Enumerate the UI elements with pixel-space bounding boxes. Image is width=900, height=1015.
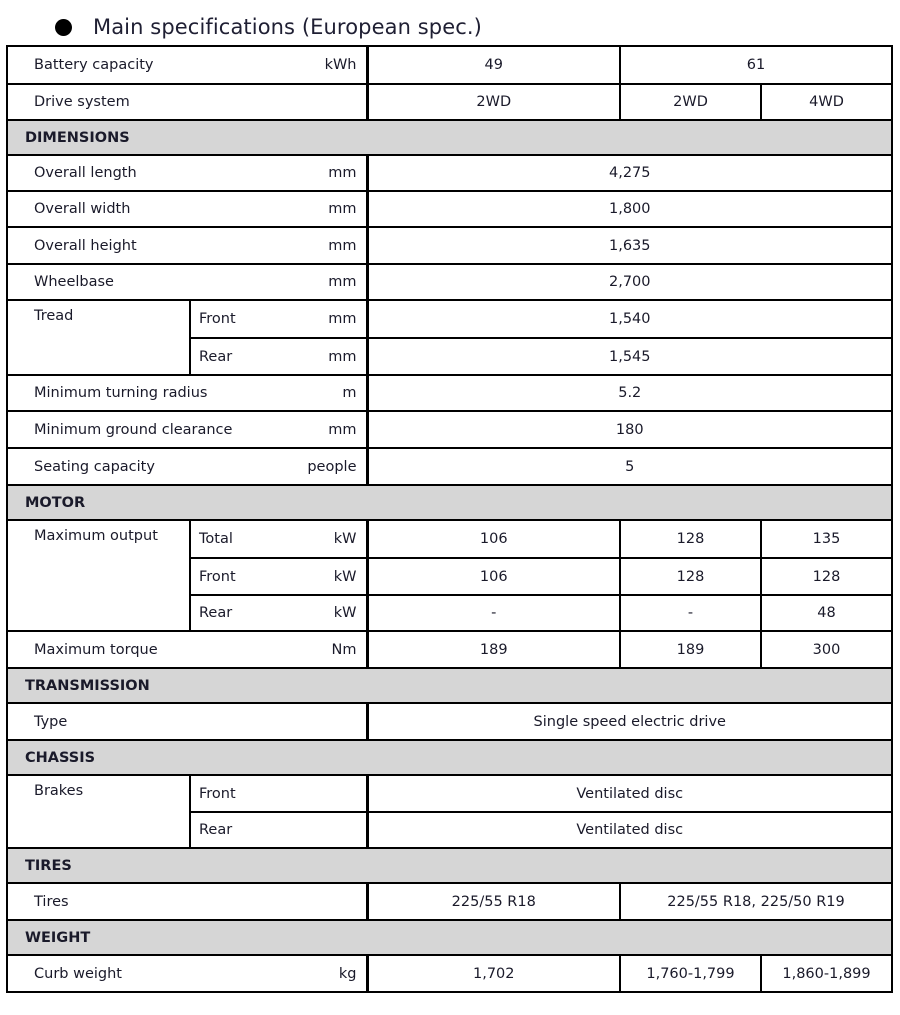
sub-label: Front (190, 775, 367, 812)
spec-table (6, 45, 893, 993)
sub-label: Front (190, 558, 295, 595)
row-label: Overall length (7, 155, 295, 191)
row-unit: mm (295, 338, 367, 375)
table-row (7, 411, 892, 448)
cell-value: 189 (620, 631, 761, 668)
row-label: Tires (7, 883, 367, 920)
cell-value: 180 (367, 411, 892, 448)
table-row (7, 883, 892, 920)
cell-value: 5 (367, 448, 892, 485)
cell-value: 1,702 (367, 955, 620, 992)
section-header (7, 485, 892, 520)
cell-value: 128 (620, 520, 761, 558)
row-label: Overall width (7, 191, 295, 227)
table-row (7, 300, 892, 338)
table-row (7, 264, 892, 300)
table-row (7, 155, 892, 191)
cell-value: 106 (367, 558, 620, 595)
row-unit: mm (295, 227, 367, 264)
row-label: Tread (7, 300, 190, 375)
cell-value: 106 (367, 520, 620, 558)
bullet-icon (55, 19, 72, 36)
row-label: Drive system (7, 84, 367, 120)
cell-value: 300 (761, 631, 892, 668)
section-transmission: TRANSMISSION (7, 668, 892, 703)
section-chassis: CHASSIS (7, 740, 892, 775)
cell-value: 225/55 R18, 225/50 R19 (620, 883, 892, 920)
cell-value: 1,540 (367, 300, 892, 338)
table-row (7, 191, 892, 227)
section-weight: WEIGHT (7, 920, 892, 955)
row-unit: kg (295, 955, 367, 992)
cell-value: 1,545 (367, 338, 892, 375)
cell-value: 1,635 (367, 227, 892, 264)
cell-value: 2,700 (367, 264, 892, 300)
row-label: Maximum torque (7, 631, 295, 668)
cell-value: 2WD (620, 84, 761, 120)
cell-value: 189 (367, 631, 620, 668)
section-header (7, 920, 892, 955)
section-header (7, 668, 892, 703)
cell-value: - (367, 595, 620, 631)
cell-value: 49 (367, 46, 620, 84)
cell-value: 61 (620, 46, 892, 84)
sub-label: Front (190, 300, 295, 338)
sub-label: Rear (190, 595, 295, 631)
row-label: Minimum ground clearance (7, 411, 295, 448)
sub-label: Total (190, 520, 295, 558)
row-label: Minimum turning radius (7, 375, 295, 411)
row-label: Maximum output (7, 520, 190, 631)
cell-value: 128 (620, 558, 761, 595)
cell-value: Single speed electric drive (367, 703, 892, 740)
cell-value: 4,275 (367, 155, 892, 191)
section-header (7, 120, 892, 155)
cell-value: 48 (761, 595, 892, 631)
table-row (7, 955, 892, 992)
row-label: Brakes (7, 775, 190, 848)
section-header (7, 848, 892, 883)
cell-value: 4WD (761, 84, 892, 120)
cell-value: 128 (761, 558, 892, 595)
table-row (7, 703, 892, 740)
cell-value: - (620, 595, 761, 631)
row-unit: Nm (295, 631, 367, 668)
cell-value: 1,800 (367, 191, 892, 227)
row-unit: mm (295, 155, 367, 191)
table-row (7, 84, 892, 120)
row-unit: people (295, 448, 367, 485)
section-motor: MOTOR (7, 485, 892, 520)
row-label: Battery capacity (7, 46, 295, 84)
cell-value: Ventilated disc (367, 812, 892, 848)
section-dimensions: DIMENSIONS (7, 120, 892, 155)
cell-value: 2WD (367, 84, 620, 120)
row-unit: mm (295, 264, 367, 300)
sub-label: Rear (190, 338, 295, 375)
cell-value: 1,860-1,899 (761, 955, 892, 992)
row-unit: mm (295, 411, 367, 448)
row-unit: mm (295, 300, 367, 338)
row-unit: kW (295, 595, 367, 631)
cell-value: 5.2 (367, 375, 892, 411)
page-title (55, 12, 482, 42)
table-row (7, 448, 892, 485)
row-unit: m (295, 375, 367, 411)
table-row (7, 227, 892, 264)
row-unit: kW (295, 520, 367, 558)
table-row (7, 520, 892, 558)
table-row (7, 775, 892, 812)
section-header (7, 740, 892, 775)
cell-value: 225/55 R18 (367, 883, 620, 920)
section-tires: TIRES (7, 848, 892, 883)
row-label: Seating capacity (7, 448, 295, 485)
cell-value: 1,760-1,799 (620, 955, 761, 992)
row-unit: kWh (295, 46, 367, 84)
sub-label: Rear (190, 812, 367, 848)
table-row (7, 46, 892, 84)
title-text: Main specifications (European spec.) (93, 15, 482, 39)
row-label: Wheelbase (7, 264, 295, 300)
table-row (7, 375, 892, 411)
cell-value: Ventilated disc (367, 775, 892, 812)
row-unit: kW (295, 558, 367, 595)
row-label: Overall height (7, 227, 295, 264)
row-unit: mm (295, 191, 367, 227)
row-label: Type (7, 703, 367, 740)
row-label: Curb weight (7, 955, 295, 992)
table-row (7, 631, 892, 668)
cell-value: 135 (761, 520, 892, 558)
